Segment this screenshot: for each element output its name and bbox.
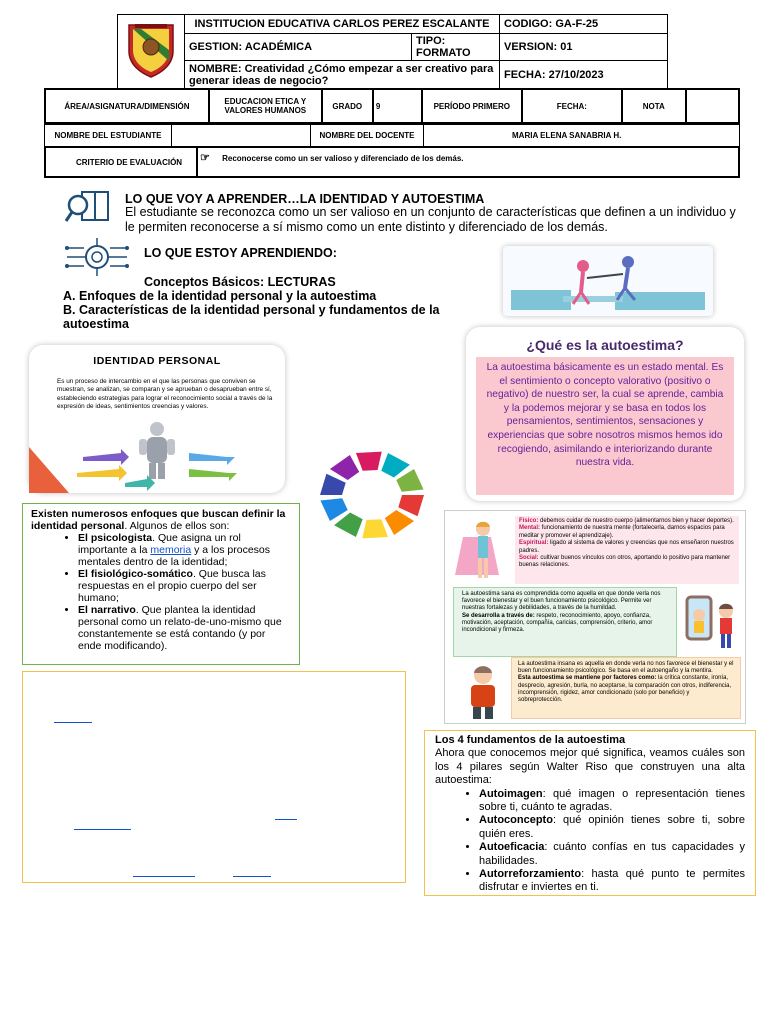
area-value: EDUCACION ETICA Y VALORES HUMANOS: [209, 89, 322, 123]
pilares-panel: Físico: debemos cuidar de nuestro cuerpo (alimentarnos bien y hacer deportes). Mental: funcionamiento de nuestra mente (fortalecerla, darnos espacios para meditar y promover el aprendizaje). Espiritual: ligado al sistema de valores y creencias que nos enseñaron nuestros padres. Social: cultivar buenos vínculos con otros, aportando lo positivo para mantener buenas relaciones.: [515, 516, 739, 584]
ring-segment: [398, 495, 424, 516]
lectura-b: B. Características de la identidad personal y fundamentos de la autoestima: [63, 303, 440, 331]
ring-segment: [356, 452, 382, 471]
fundamentos-intro: Ahora que conocemos mejor qué significa, veamos cuáles son los 4 pilares según Walter Riso que construyen una alta autoestima:: [435, 747, 745, 787]
autoestima-card-title: ¿Qué es la autoestima?: [526, 337, 684, 353]
identidad-card-title: IDENTIDAD PERSONAL: [93, 355, 221, 367]
fundamentos-box: [424, 730, 756, 896]
fundamentos-list: [425, 788, 755, 895]
estudiante-label: NOMBRE DEL ESTUDIANTE: [45, 125, 172, 147]
autoestima-card-text: La autoestima básicamente es un estado mental. Es el sentimiento o concepto valorativo (positivo o negativo) de nuestro ser, la cual se aprende, cambia y la podemos mejorar y se basa en todos los pensamientos, sentimientos, sensaciones y experiencias que sobre nosotros mismos hemos ido recogiendo, asimilando e interiorizando durante nuestra vida.: [486, 362, 724, 469]
criterio-label: CRITERIO DE EVALUACIÓN: [45, 147, 197, 177]
document-name: NOMBRE: Creatividad ¿Cómo empezar a ser creativo para generar ideas de negocio?: [185, 61, 500, 89]
criterio-value-cell: [197, 147, 739, 177]
link-underline[interactable]: [54, 722, 92, 723]
autoestima-sana-panel: La autoestima sana es comprendida como aquella en que donde verla nos favorece el bienestar y el buen funcionamiento psicológico. Permite ver nuestras fortalezas y debilidades, a través de la humildad. Se desarrolla a través de: respeto, reconocimiento, apoyo, confianza, motivación, aceptación, compañía, caricias, comprensión, criterio, amor incondicional y firmeza.: [453, 587, 677, 657]
memoria-link[interactable]: memoria: [150, 544, 192, 556]
area-label: ÁREA/ASIGNATURA/DIMENSIÓN: [45, 89, 209, 123]
brain-circuit-icon: [62, 236, 132, 278]
info-table: [44, 88, 740, 124]
identidad-personal-card: [29, 345, 285, 493]
list-item: • Autoimagen: qué imagen o representación tienes sobre ti, cuánto te agradas.: [479, 788, 745, 815]
ring-segment: [385, 510, 414, 535]
identidad-card-text: Es un proceso de intercambio en el que las personas que conviven se muestran, se analizan, se comparan y se aprueban o desaprueban entre sí, estableciendo estrategias para lograr el reconocimiento social a través de la expresión de ideas, sentimientos creencias y valores.: [57, 378, 273, 410]
enfoques-intro-bold: Existen numerosos enfoques que buscan definir la identidad personal: [31, 508, 286, 532]
list-item: • Autorreforzamiento: hasta qué punto te permites disfrutar e inviertes en ti.: [479, 868, 745, 895]
lectura-a: A. Enfoques de la identidad personal y la autoestima: [63, 289, 377, 303]
link-underline[interactable]: [133, 876, 195, 877]
conceptos-title: Conceptos Básicos: LECTURAS: [144, 275, 336, 289]
names-table: [44, 124, 740, 147]
tipo-label: TIPO: FORMATO: [416, 35, 471, 59]
link-underline[interactable]: [233, 876, 271, 877]
ring-segment: [381, 453, 410, 478]
ring-segment: [330, 455, 359, 480]
estudiante-field[interactable]: [172, 125, 311, 147]
aprendiendo-title: LO QUE ESTOY APRENDIENDO:: [144, 246, 337, 260]
grado-value: 9: [373, 89, 422, 123]
kids-mirror-illustration: [681, 595, 741, 651]
grado-label: GRADO: [322, 89, 373, 123]
stairs-illustration: [503, 246, 713, 316]
header-table: [117, 14, 668, 89]
book-search-icon: [64, 189, 112, 225]
superhero-girl-illustration: [453, 517, 515, 587]
institution-name: INSTITUCION EDUCATIVA CARLOS PEREZ ESCALANTE: [185, 15, 500, 34]
link-underline[interactable]: [275, 819, 297, 820]
criterio-value: Reconocerse como un ser valioso y diferenciado de los demás.: [222, 154, 464, 163]
list-item: • El fisiológico-somático. Que busca las respuestas en el propio cuerpo del ser humano;: [78, 568, 287, 604]
hand-pointer-icon: ☞: [200, 152, 210, 164]
empty-activity-box: [22, 671, 406, 883]
list-item: • Autoeficacia: cuánto confías en tus capacidades y habilidades.: [479, 841, 745, 868]
ring-segment: [334, 512, 363, 537]
document-date: FECHA: 27/10/2023: [500, 61, 668, 89]
autoestima-insana-panel: La autoestima insana es aquella en donde verla no nos favorece el bienestar y el buen funcionamiento psicológico. Se basa en el autoengaño y la mentira. Esta autoestima se mantiene por factores como: la crítica constante, ironía, desprecio, agresión, burla, no aceptarse, la comparación con otros, indiferencia, incomprensión, rigidez, amor condicionado (solo por beneficio) y sobreprotección.: [511, 657, 741, 719]
ring-segment: [396, 469, 423, 492]
nota-value[interactable]: [686, 89, 739, 123]
autoestima-card: [466, 327, 744, 501]
people-arrows-illustration: [29, 417, 285, 493]
enfoques-list: [23, 532, 299, 652]
criterio-table: [44, 146, 740, 178]
autoestima-card-textbox: [476, 357, 734, 495]
ring-segment: [320, 498, 347, 521]
ring-segment: [362, 519, 388, 538]
enfoques-box: [22, 503, 300, 665]
enfoques-intro-rest: . Algunos de ellos son:: [124, 520, 230, 532]
docente-value: MARIA ELENA SANABRIA H.: [424, 125, 740, 147]
school-shield-logo: [123, 21, 179, 79]
periodo-label: PERÍODO PRIMERO: [422, 89, 522, 123]
fundamentos-title: Los 4 fundamentos de la autoestima: [435, 734, 626, 746]
list-item: • El narrativo. Que plantea la identidad personal como un relato-de-uno-mismo que constantemente se está contando (y por ende modificando).: [78, 604, 287, 652]
link-underline[interactable]: [74, 829, 131, 830]
document-code: CODIGO: GA-F-25: [500, 15, 668, 34]
color-ring-illustration: [302, 440, 442, 550]
autoestima-infographic: [444, 510, 746, 724]
fecha-label: FECHA:: [522, 89, 622, 123]
gestion-label: GESTION: ACADÉMICA: [185, 34, 412, 60]
aprender-title: LO QUE VOY A APRENDER…LA IDENTIDAD Y AUTOESTIMA: [125, 192, 485, 206]
nota-label: NOTA: [622, 89, 686, 123]
list-item: • Autoconcepto: qué opinión tienes sobre ti, sobre quién eres.: [479, 814, 745, 841]
docente-label: NOMBRE DEL DOCENTE: [311, 125, 424, 147]
list-item: • El psicologista. Que asigna un rol importante a la memoria y a los procesos mentales dentro de la identidad;: [78, 532, 287, 568]
aprender-text: El estudiante se reconozca como un ser valioso en un conjunto de características que definen a un individuo y le permiten reconocerse a sí mismo como un ente distinto y diferenciado de los demás.: [125, 205, 736, 234]
school-logo-cell: [118, 15, 185, 89]
ring-segment: [320, 474, 346, 495]
sad-man-illustration: [459, 661, 509, 721]
version-label: VERSION: 01: [500, 34, 668, 61]
